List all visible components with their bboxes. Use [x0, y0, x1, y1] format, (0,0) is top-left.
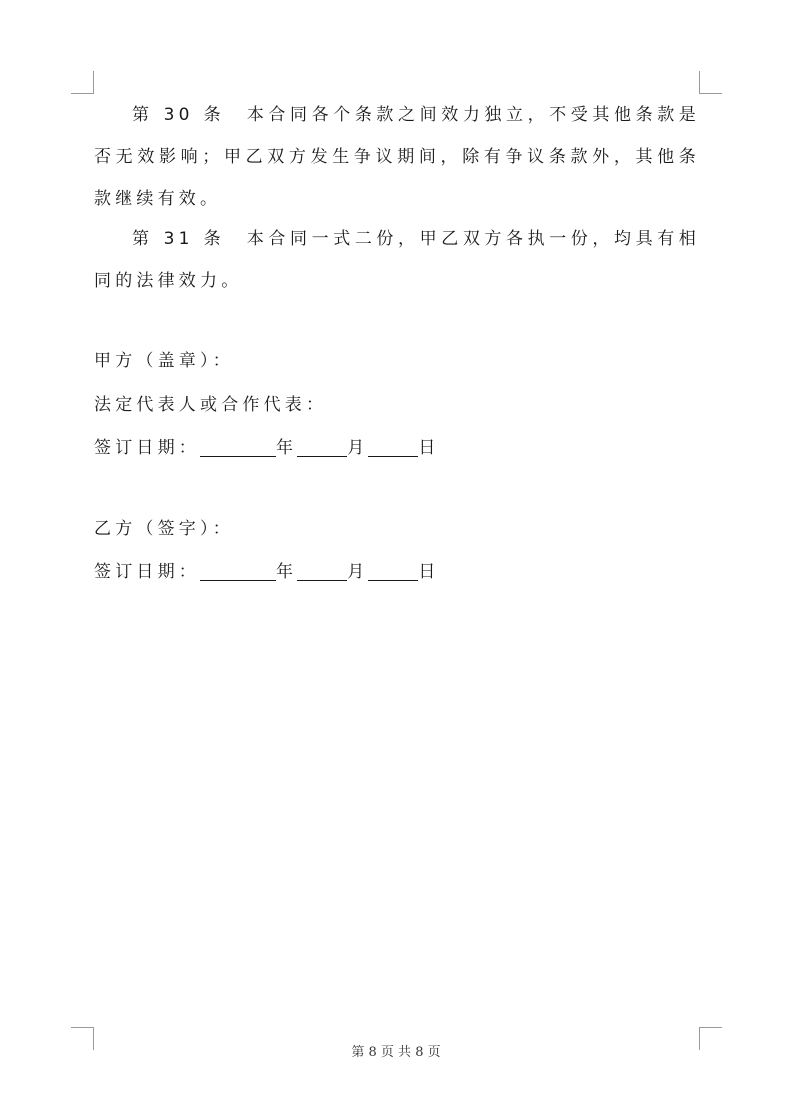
month-blank	[297, 436, 347, 457]
party-b-sign-date	[94, 559, 440, 585]
year-unit: 年	[276, 438, 298, 458]
day-blank	[368, 436, 418, 457]
page-number: 第 8 页 共 8 页	[351, 1045, 441, 1060]
party-b-label: 乙方（签字）：	[94, 519, 234, 539]
legal-representative-label: 法定代表人或合作代表：	[94, 395, 328, 415]
party-a-label: 甲方（盖章）：	[94, 351, 234, 371]
sign-date-label: 签订日期：	[94, 438, 200, 458]
article-text: 本合同各个条款之间效力独立，不受其他条款是否无效影响；甲乙双方发生争议期间，除有争议条款外，其他条款继续有效。	[94, 105, 700, 209]
article-30	[94, 94, 700, 220]
year-unit: 年	[276, 562, 298, 582]
day-unit: 日	[418, 562, 440, 582]
article-number: 第 31 条	[132, 229, 226, 249]
corner-mark-top-right	[699, 71, 722, 94]
article-31	[94, 218, 700, 302]
month-unit: 月	[347, 438, 369, 458]
day-unit: 日	[418, 438, 440, 458]
article-text: 本合同一式二份，甲乙双方各执一份，均具有相同的法律效力。	[94, 229, 700, 291]
month-unit: 月	[347, 562, 369, 582]
year-blank	[200, 560, 276, 581]
article-number: 第 30 条	[132, 105, 226, 125]
party-a-sign-date	[94, 435, 440, 461]
page-footer	[0, 1041, 792, 1060]
corner-mark-top-left	[71, 71, 94, 94]
year-blank	[200, 436, 276, 457]
sign-date-label: 签订日期：	[94, 562, 200, 582]
day-blank	[368, 560, 418, 581]
month-blank	[297, 560, 347, 581]
